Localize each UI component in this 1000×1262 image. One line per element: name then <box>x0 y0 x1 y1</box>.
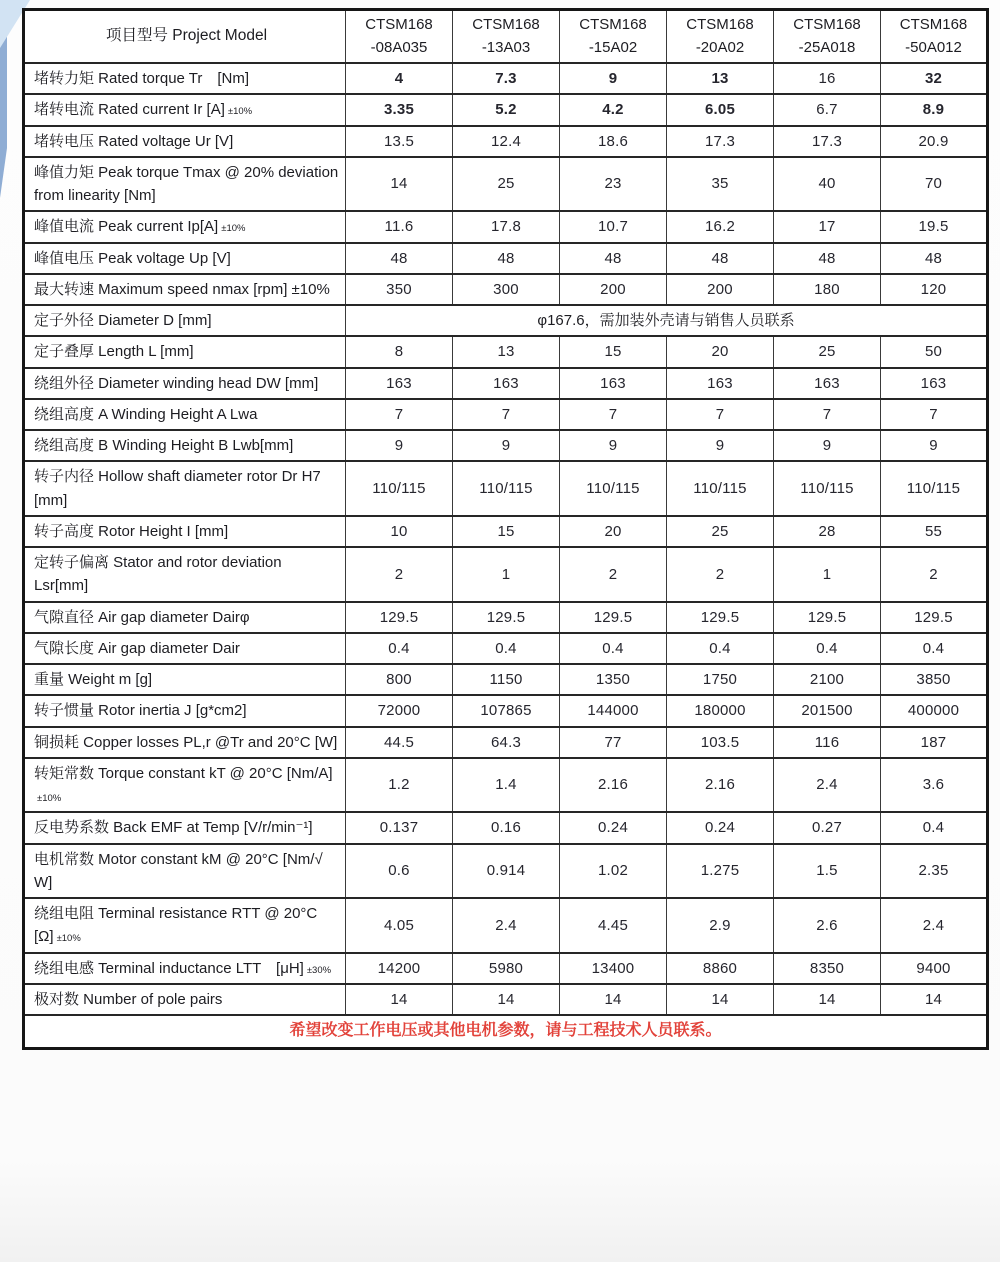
cell-value: 163 <box>667 368 774 399</box>
spec-table <box>22 8 989 1050</box>
row-label: 峰值力矩 Peak torque Tmax @ 20% deviation from linearity [Nm] <box>24 157 346 212</box>
model-name-line2: -25A018 <box>798 38 856 56</box>
cell-value: 72000 <box>346 695 453 726</box>
cell-value: 3.35 <box>346 94 453 125</box>
cell-value: 110/115 <box>346 461 453 516</box>
row-label: 绕组电感 Terminal inductance LTT [μH] ±30% <box>24 953 346 984</box>
header-row <box>24 10 988 64</box>
row-label: 转矩常数 Torque constant kT @ 20°C [Nm/A]±10% <box>24 758 346 813</box>
table-row <box>24 812 988 843</box>
cell-value: 163 <box>560 368 667 399</box>
table-row <box>24 243 988 274</box>
cell-value: 20 <box>667 336 774 367</box>
row-label: 最大转速 Maximum speed nmax [rpm] ±10% <box>24 274 346 305</box>
cell-value: 1 <box>774 547 881 602</box>
model-header-5 <box>774 10 881 64</box>
cell-value: 48 <box>453 243 560 274</box>
cell-value: 7 <box>667 399 774 430</box>
cell-value: 800 <box>346 664 453 695</box>
row-label: 峰值电流 Peak current Ip[A] ±10% <box>24 211 346 242</box>
cell-value: 1 <box>453 547 560 602</box>
cell-value: 180 <box>774 274 881 305</box>
cell-value: 70 <box>881 157 988 212</box>
cell-value: 8350 <box>774 953 881 984</box>
cell-value: 0.4 <box>881 633 988 664</box>
table-row <box>24 63 988 94</box>
row-label: 极对数 Number of pole pairs <box>24 984 346 1015</box>
row-label: 气隙长度 Air gap diameter Dair <box>24 633 346 664</box>
cell-value: 14 <box>774 984 881 1015</box>
cell-value: 0.4 <box>346 633 453 664</box>
cell-value: 40 <box>774 157 881 212</box>
cell-value: 48 <box>774 243 881 274</box>
table-row <box>24 898 988 953</box>
footer-row <box>24 1015 988 1048</box>
cell-value: 0.914 <box>453 844 560 899</box>
span-value: φ167.6，需加装外壳请与销售人员联系 <box>346 305 988 336</box>
cell-value: 107865 <box>453 695 560 726</box>
cell-value: 8 <box>346 336 453 367</box>
cell-value: 9 <box>560 430 667 461</box>
cell-value: 7 <box>453 399 560 430</box>
cell-value: 163 <box>346 368 453 399</box>
table-row <box>24 727 988 758</box>
cell-value: 13.5 <box>346 126 453 157</box>
cell-value: 110/115 <box>560 461 667 516</box>
cell-value: 2.16 <box>667 758 774 813</box>
row-label: 转子内径 Hollow shaft diameter rotor Dr H7 [mm] <box>24 461 346 516</box>
table-row <box>24 664 988 695</box>
model-name-line1: CTSM168 <box>793 16 861 33</box>
table-row <box>24 844 988 899</box>
cell-value: 200 <box>560 274 667 305</box>
cell-value: 163 <box>453 368 560 399</box>
cell-value: 2 <box>346 547 453 602</box>
cell-value: 4.2 <box>560 94 667 125</box>
cell-value: 200 <box>667 274 774 305</box>
cell-value: 120 <box>881 274 988 305</box>
cell-value: 1750 <box>667 664 774 695</box>
cell-value: 55 <box>881 516 988 547</box>
cell-value: 0.4 <box>453 633 560 664</box>
cell-value: 7 <box>346 399 453 430</box>
tolerance-note: ±10% <box>227 106 253 118</box>
cell-value: 48 <box>346 243 453 274</box>
table-row <box>24 633 988 664</box>
row-label: 气隙直径 Air gap diameter Dairφ <box>24 602 346 633</box>
cell-value: 3850 <box>881 664 988 695</box>
table-row <box>24 126 988 157</box>
cell-value: 48 <box>667 243 774 274</box>
table-row <box>24 461 988 516</box>
cell-value: 9 <box>453 430 560 461</box>
row-label: 重量 Weight m [g] <box>24 664 346 695</box>
cell-value: 110/115 <box>667 461 774 516</box>
row-label: 绕组电阻 Terminal resistance RTT @ 20°C [Ω] ±10% <box>24 898 346 953</box>
cell-value: 15 <box>560 336 667 367</box>
model-header-1 <box>346 10 453 64</box>
cell-value: 9 <box>346 430 453 461</box>
cell-value: 8860 <box>667 953 774 984</box>
cell-value: 180000 <box>667 695 774 726</box>
cell-value: 14 <box>667 984 774 1015</box>
row-label: 堵转电压 Rated voltage Ur [V] <box>24 126 346 157</box>
tolerance-note: ±10% <box>56 933 81 945</box>
cell-value: 64.3 <box>453 727 560 758</box>
model-header-3 <box>560 10 667 64</box>
cell-value: 9 <box>667 430 774 461</box>
cell-value: 110/115 <box>881 461 988 516</box>
model-name-line2: -50A012 <box>905 38 962 56</box>
row-label: 定子外径 Diameter D [mm] <box>24 305 346 336</box>
cell-value: 9400 <box>881 953 988 984</box>
cell-value: 5980 <box>453 953 560 984</box>
model-header-4 <box>667 10 774 64</box>
cell-value: 10.7 <box>560 211 667 242</box>
model-name-line2: -08A035 <box>370 38 428 56</box>
model-header-6 <box>881 10 988 64</box>
cell-value: 1.02 <box>560 844 667 899</box>
cell-value: 8.9 <box>881 94 988 125</box>
cell-value: 3.6 <box>881 758 988 813</box>
cell-value: 2.9 <box>667 898 774 953</box>
cell-value: 129.5 <box>881 602 988 633</box>
cell-value: 17.8 <box>453 211 560 242</box>
cell-value: 7 <box>881 399 988 430</box>
row-label: 电机常数 Motor constant kM @ 20°C [Nm/√ W] <box>24 844 346 899</box>
cell-value: 77 <box>560 727 667 758</box>
cell-value: 14 <box>453 984 560 1015</box>
table-row <box>24 368 988 399</box>
table-row <box>24 516 988 547</box>
model-name-line1: CTSM168 <box>579 16 647 33</box>
tolerance-note: ±10% <box>37 793 62 804</box>
cell-value: 9 <box>560 63 667 94</box>
cell-value: 10 <box>346 516 453 547</box>
cell-value: 16.2 <box>667 211 774 242</box>
cell-value: 110/115 <box>774 461 881 516</box>
model-name-line1: CTSM168 <box>686 16 754 33</box>
cell-value: 163 <box>881 368 988 399</box>
model-name-line2: -15A02 <box>588 38 638 56</box>
cell-value: 1.275 <box>667 844 774 899</box>
cell-value: 14 <box>560 984 667 1015</box>
cell-value: 163 <box>774 368 881 399</box>
cell-value: 2 <box>560 547 667 602</box>
cell-value: 18.6 <box>560 126 667 157</box>
row-label: 定子叠厚 Length L [mm] <box>24 336 346 367</box>
cell-value: 0.6 <box>346 844 453 899</box>
row-label: 绕组高度 B Winding Height B Lwb[mm] <box>24 430 346 461</box>
cell-value: 0.4 <box>881 812 988 843</box>
cell-value: 11.6 <box>346 211 453 242</box>
cell-value: 17.3 <box>774 126 881 157</box>
cell-value: 7 <box>774 399 881 430</box>
cell-value: 2.4 <box>774 758 881 813</box>
table-row <box>24 695 988 726</box>
row-label: 反电势系数 Back EMF at Temp [V/r/min⁻¹] <box>24 812 346 843</box>
cell-value: 300 <box>453 274 560 305</box>
footer-note: 希望改变工作电压或其他电机参数，请与工程技术人员联系。 <box>24 1015 988 1048</box>
cell-value: 144000 <box>560 695 667 726</box>
cell-value: 129.5 <box>346 602 453 633</box>
cell-value: 2.16 <box>560 758 667 813</box>
model-name-line1: CTSM168 <box>472 16 540 33</box>
cell-value: 2100 <box>774 664 881 695</box>
cell-value: 17.3 <box>667 126 774 157</box>
cell-value: 48 <box>881 243 988 274</box>
table-row <box>24 336 988 367</box>
cell-value: 14200 <box>346 953 453 984</box>
cell-value: 14 <box>881 984 988 1015</box>
table-row <box>24 984 988 1015</box>
model-header-2 <box>453 10 560 64</box>
table-row <box>24 430 988 461</box>
cell-value: 35 <box>667 157 774 212</box>
cell-value: 9 <box>774 430 881 461</box>
cell-value: 103.5 <box>667 727 774 758</box>
cell-value: 13 <box>667 63 774 94</box>
cell-value: 6.05 <box>667 94 774 125</box>
cell-value: 110/115 <box>453 461 560 516</box>
row-label: 峰值电压 Peak voltage Up [V] <box>24 243 346 274</box>
cell-value: 9 <box>881 430 988 461</box>
cell-value: 0.4 <box>774 633 881 664</box>
row-label: 堵转电流 Rated current Ir [A] ±10% <box>24 94 346 125</box>
cell-value: 28 <box>774 516 881 547</box>
row-label: 绕组高度 A Winding Height A Lwa <box>24 399 346 430</box>
cell-value: 14 <box>346 984 453 1015</box>
cell-value: 0.24 <box>560 812 667 843</box>
cell-value: 13 <box>453 336 560 367</box>
cell-value: 12.4 <box>453 126 560 157</box>
cell-value: 2 <box>667 547 774 602</box>
cell-value: 20 <box>560 516 667 547</box>
cell-value: 16 <box>774 63 881 94</box>
cell-value: 14 <box>346 157 453 212</box>
project-model-header: 项目型号 Project Model <box>24 10 346 64</box>
row-label: 转子高度 Rotor Height I [mm] <box>24 516 346 547</box>
cell-value: 2 <box>881 547 988 602</box>
table-row <box>24 94 988 125</box>
table-row <box>24 953 988 984</box>
row-label: 绕组外径 Diameter winding head DW [mm] <box>24 368 346 399</box>
cell-value: 25 <box>774 336 881 367</box>
cell-value: 400000 <box>881 695 988 726</box>
cell-value: 0.24 <box>667 812 774 843</box>
cell-value: 2.6 <box>774 898 881 953</box>
cell-value: 2.4 <box>453 898 560 953</box>
cell-value: 13400 <box>560 953 667 984</box>
cell-value: 0.4 <box>560 633 667 664</box>
cell-value: 7 <box>560 399 667 430</box>
cell-value: 23 <box>560 157 667 212</box>
model-name-line1: CTSM168 <box>899 16 968 33</box>
cell-value: 2.35 <box>881 844 988 899</box>
cell-value: 1350 <box>560 664 667 695</box>
table-row <box>24 274 988 305</box>
row-label: 堵转力矩 Rated torque Tr [Nm] <box>24 63 346 94</box>
cell-value: 4 <box>346 63 453 94</box>
model-name-line1: CTSM168 <box>365 16 433 33</box>
row-label: 铜损耗 Copper losses PL,r @Tr and 20°C [W] <box>24 727 346 758</box>
tolerance-note: ±10% <box>221 223 246 235</box>
cell-value: 44.5 <box>346 727 453 758</box>
cell-value: 129.5 <box>560 602 667 633</box>
tolerance-note: ±30% <box>306 964 332 976</box>
cell-value: 1.4 <box>453 758 560 813</box>
table-row <box>24 602 988 633</box>
cell-value: 2.4 <box>881 898 988 953</box>
table-row <box>24 305 988 336</box>
cell-value: 0.4 <box>667 633 774 664</box>
cell-value: 129.5 <box>667 602 774 633</box>
cell-value: 4.45 <box>560 898 667 953</box>
table-row <box>24 547 988 602</box>
cell-value: 32 <box>881 63 988 94</box>
cell-value: 0.137 <box>346 812 453 843</box>
cell-value: 5.2 <box>453 94 560 125</box>
cell-value: 20.9 <box>881 126 988 157</box>
table-row <box>24 758 988 813</box>
cell-value: 1.2 <box>346 758 453 813</box>
model-name-line2: -20A02 <box>695 38 745 56</box>
cell-value: 201500 <box>774 695 881 726</box>
cell-value: 7.3 <box>453 63 560 94</box>
cell-value: 50 <box>881 336 988 367</box>
cell-value: 129.5 <box>453 602 560 633</box>
model-name-line2: -13A03 <box>481 38 531 56</box>
row-label: 定转子偏离 Stator and rotor deviation Lsr[mm] <box>24 547 346 602</box>
cell-value: 0.16 <box>453 812 560 843</box>
row-label: 转子惯量 Rotor inertia J [g*cm2] <box>24 695 346 726</box>
table-row <box>24 211 988 242</box>
cell-value: 187 <box>881 727 988 758</box>
cell-value: 17 <box>774 211 881 242</box>
table-row <box>24 157 988 212</box>
cell-value: 15 <box>453 516 560 547</box>
cell-value: 19.5 <box>881 211 988 242</box>
cell-value: 1.5 <box>774 844 881 899</box>
cell-value: 6.7 <box>774 94 881 125</box>
table-row <box>24 399 988 430</box>
cell-value: 4.05 <box>346 898 453 953</box>
cell-value: 350 <box>346 274 453 305</box>
cell-value: 48 <box>560 243 667 274</box>
cell-value: 25 <box>453 157 560 212</box>
cell-value: 1150 <box>453 664 560 695</box>
cell-value: 129.5 <box>774 602 881 633</box>
cell-value: 25 <box>667 516 774 547</box>
cell-value: 116 <box>774 727 881 758</box>
cell-value: 0.27 <box>774 812 881 843</box>
